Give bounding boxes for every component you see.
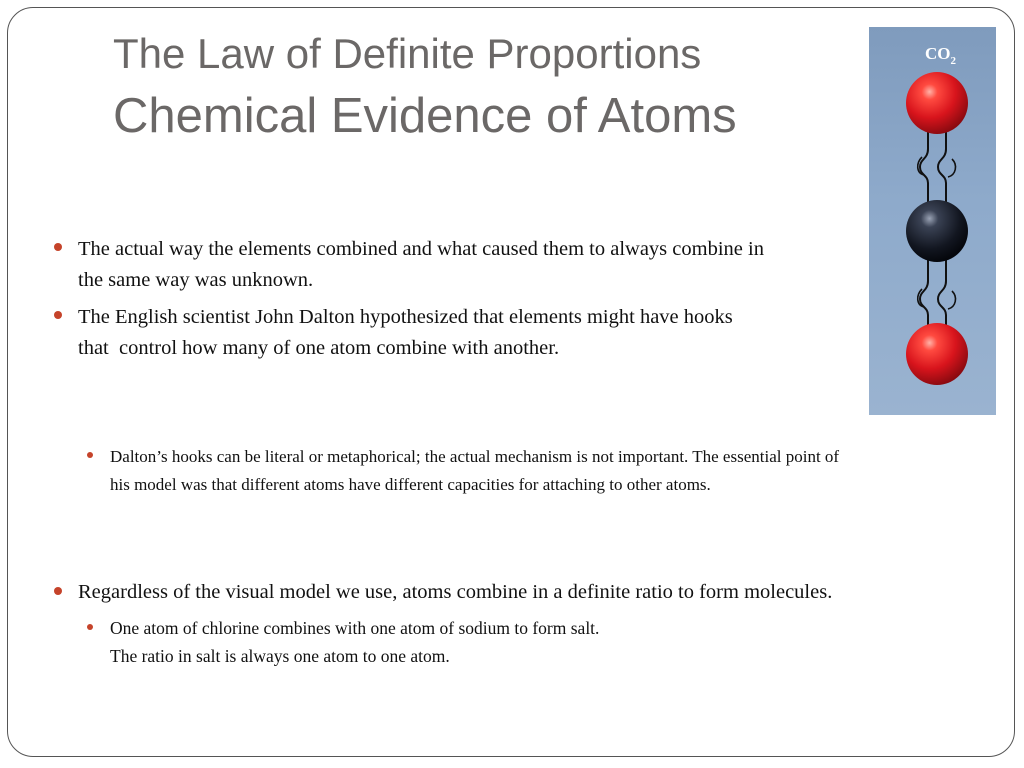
bullet-2	[78, 302, 733, 364]
bullet-3	[78, 577, 832, 608]
bullet-3-line-1: Regardless of the visual model we use, atoms combine in a definite ratio to form molecules.	[78, 581, 833, 603]
bullet-2-line-2: that control how many of one atom combine with another.	[78, 337, 560, 359]
bullet-2-sub-line-1: Dalton’s hooks can be literal or metaphorical; the actual mechanism is not important. The essential point of	[110, 447, 840, 466]
upper-hook-connectors	[918, 129, 956, 207]
bullet-marker	[54, 587, 62, 595]
co2-molecule-figure	[869, 27, 996, 415]
co2-label: $CO_2$	[925, 44, 956, 67]
oxygen-atom-top	[906, 72, 968, 134]
oxygen-atom-bottom	[906, 323, 968, 385]
bullet-3-sub-line-2: The ratio in salt is always one atom to one atom.	[110, 646, 450, 666]
sub-bullet-marker	[87, 452, 93, 458]
bullet-1-line-2: the same way was unknown.	[78, 269, 314, 291]
carbon-atom	[906, 200, 968, 262]
bullet-2-sub	[110, 443, 839, 499]
bullet-2-sub-line-2: his model was that different atoms have different capacities for attaching to other atoms.	[110, 475, 711, 494]
slide-title: The Law of Definite Proportions	[113, 30, 702, 77]
bullet-3-sub	[110, 614, 599, 670]
sub-bullet-marker	[87, 624, 93, 630]
bullet-marker	[54, 311, 62, 319]
bullet-3-sub-line-1: One atom of chlorine combines with one atom of sodium to form salt.	[110, 618, 600, 638]
bullet-2-line-1: The English scientist John Dalton hypothesized that elements might have hooks	[78, 306, 733, 328]
co2-molecule-illustration	[869, 27, 996, 415]
bullet-1	[78, 234, 764, 296]
bullet-1-line-1: The actual way the elements combined and what caused them to always combine in	[78, 238, 764, 260]
bullet-marker	[54, 243, 62, 251]
slide-subtitle: Chemical Evidence of Atoms	[113, 89, 737, 143]
